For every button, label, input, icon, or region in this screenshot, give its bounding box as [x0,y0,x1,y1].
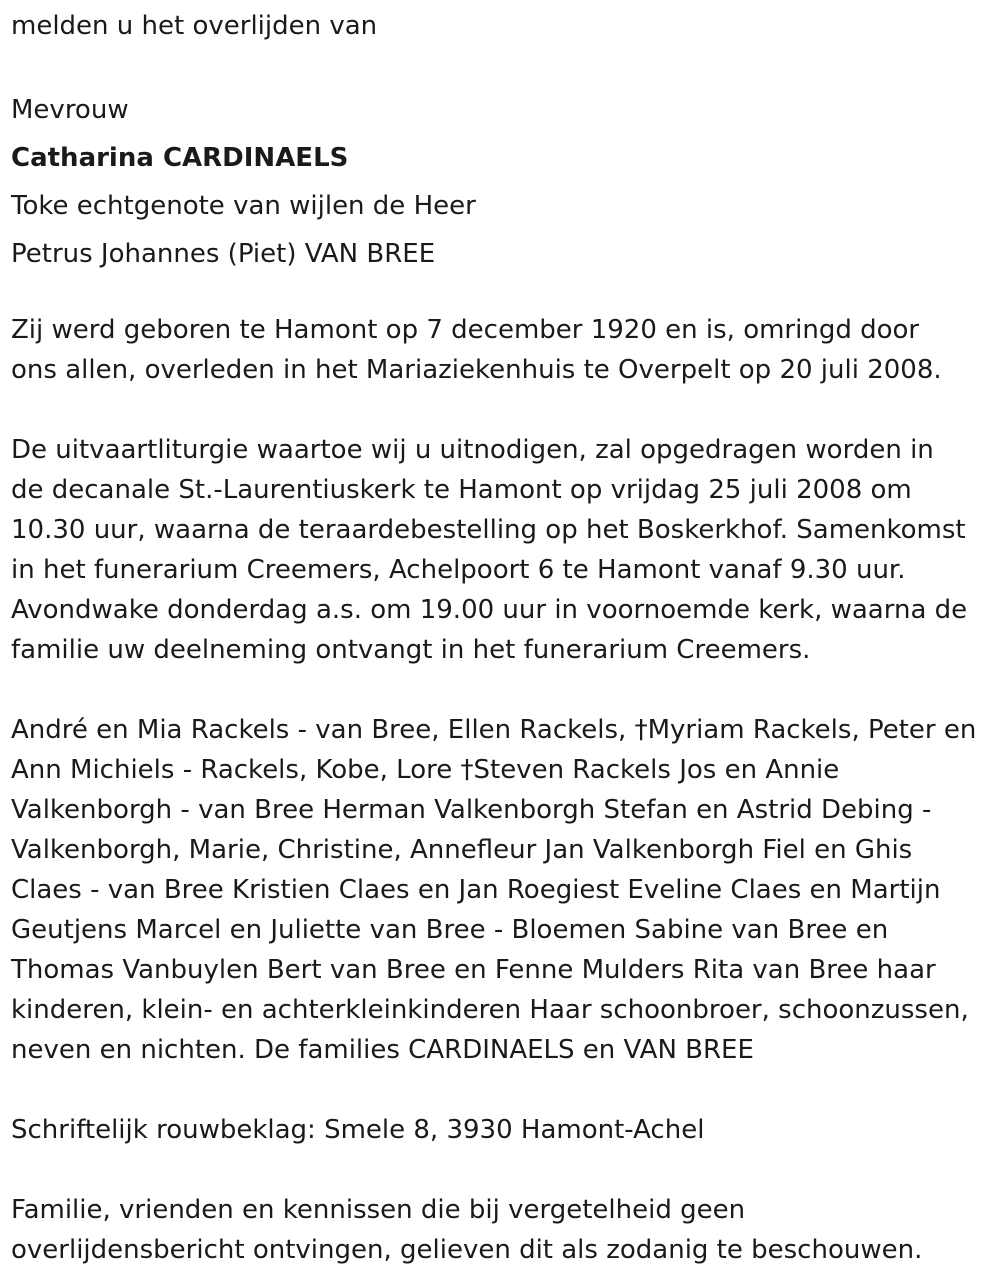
funeral-line: 10.30 uur, waarna de teraardebestelling op het Boskerkhof. Samenkomst [11,515,966,545]
deceased-name: Catharina CARDINAELS [11,143,349,173]
funeral-paragraph [11,430,991,670]
family-line: Valkenborgh - van Bree Herman Valkenborgh Stefan en Astrid Debing - [11,795,932,825]
family-line: kinderen, klein- en achterkleinkinderen Haar schoonbroer, schoonzussen, [11,995,969,1025]
intro-line: melden u het overlijden van [11,11,378,41]
funeral-line: familie uw deelneming ontvangt in het funerarium Creemers. [11,635,811,665]
spouse-line-2: Petrus Johannes (Piet) VAN BREE [11,239,436,269]
condolence-address: Schriftelijk rouwbeklag: Smele 8, 3930 Hamont-Achel [11,1115,705,1145]
funeral-line: de decanale St.-Laurentiuskerk te Hamont op vrijdag 25 juli 2008 om [11,475,912,505]
closing-paragraph [11,1190,991,1270]
birth-death-line: ons allen, overleden in het Mariaziekenhuis te Overpelt op 20 juli 2008. [11,355,942,385]
obituary-notice [11,6,991,1270]
family-line: Claes - van Bree Kristien Claes en Jan Roegiest Eveline Claes en Martijn [11,875,941,905]
spouse-line-1: Toke echtgenote van wijlen de Heer [11,191,476,221]
honorific-title: Mevrouw [11,95,129,125]
family-line: Ann Michiels - Rackels, Kobe, Lore †Steven Rackels Jos en Annie [11,755,840,785]
funeral-line: in het funerarium Creemers, Achelpoort 6 te Hamont vanaf 9.30 uur. [11,555,906,585]
family-line: neven en nichten. De families CARDINAELS en VAN BREE [11,1035,754,1065]
funeral-line: De uitvaartliturgie waartoe wij u uitnodigen, zal opgedragen worden in [11,435,934,465]
family-line: Valkenborgh, Marie, Christine, Annefleur Jan Valkenborgh Fiel en Ghis [11,835,913,865]
family-line: Thomas Vanbuylen Bert van Bree en Fenne Mulders Rita van Bree haar [11,955,936,985]
funeral-line: Avondwake donderdag a.s. om 19.00 uur in voornoemde kerk, waarna de [11,595,968,625]
family-line: André en Mia Rackels - van Bree, Ellen Rackels, †Myriam Rackels, Peter en [11,715,977,745]
closing-line: Familie, vrienden en kennissen die bij vergetelheid geen [11,1195,746,1225]
family-line: Geutjens Marcel en Juliette van Bree - Bloemen Sabine van Bree en [11,915,889,945]
birth-death-line: Zij werd geboren te Hamont op 7 december 1920 en is, omringd door [11,315,920,345]
closing-line: overlijdensbericht ontvingen, gelieven dit als zodanig te beschouwen. [11,1235,923,1265]
birth-death-paragraph [11,310,991,390]
family-paragraph [11,710,991,1070]
